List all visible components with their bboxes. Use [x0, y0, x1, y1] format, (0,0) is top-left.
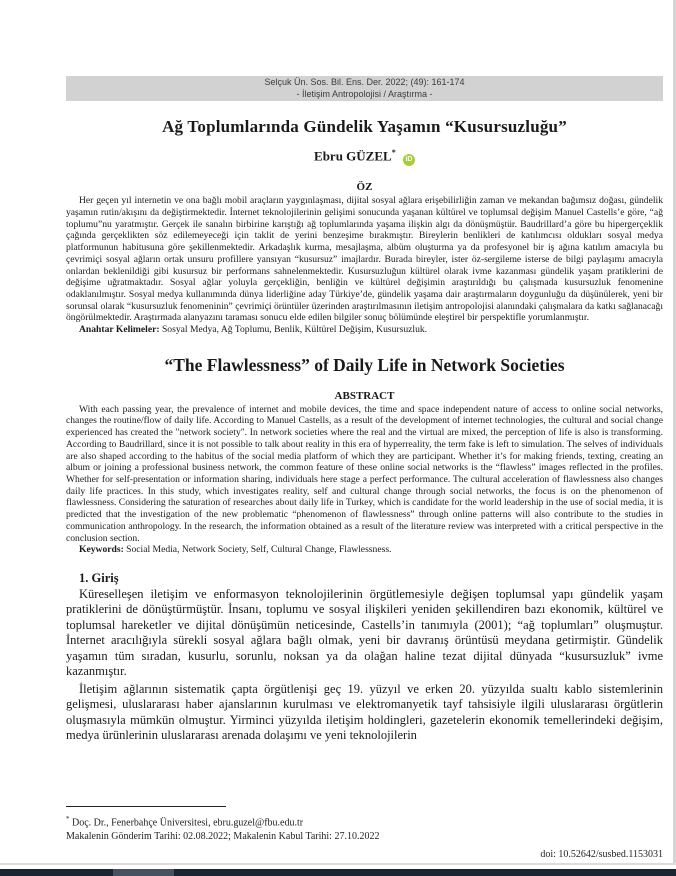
abstract-tr-text: Her geçen yıl internetin ve ona bağlı mobil araçların yaygınlaşması, dijital sosyal ağlara erişebilirliğin zaman ve mekandan bağımsız doğası, gündelik yaşamın rutin/akışını da değiştirmektedir. İnternet teknolojilerinin gelişimi sonucunda yaşanan kültürel ve toplumsal değişim Manuel Castells’e göre, “ağ toplumu”nu yaratmıştır. Gerçek ile sanalın birbirine karıştığı ağ toplumlarında yaşama ilişkin algı da dönüşmüştür. Baudrillard’a göre bu hipergerçeklik çağında gerçeklikten söz edilemeyeceği için taklit de yerini benzeşime bırakmıştır. Bireylerin benlikleri de katılımcısı oldukları sosyal medya platformunun habitusuna göre şekillenmektedir. Arkadaşlık kurma, mesajlaşma, albüm oluşturma ya da profesyonel bir iş ağına katılım amacıyla bu çevrimiçi sosyal ağların ortak unsuru profillere yansıyan “kusursuz” imajlardır. Burada bireyler, ister öz-sergileme isterse de bilgi paylaşımı amacıyla onlardan beklenildiği gibi kusursuz bir performans sahnelenmektedir. Kusursuzluğun kültürel olarak ivme kazanması gündelik yaşam pratiklerini de değişime uğratmaktadır. Sosyal ağlar yoluyla gerçekliğin, benliğin ve kültürel değişimin araştırıldığı bu çalışmada kusursuzluk fenomenine odaklanılmıştır. Sosyal medya kullanımında dünya liderliğine aday Türkiye’de, gündelik yaşama dair araştırmaların doygunluğu da düşünülerek, yeni bir sorunsal olarak “kusursuzluk fenomeninin” çevrimiçi örüntüler üzerinden araştırılmasının iletişim antropolojisi alanındaki çalışmalara da katkı sağlanacağı öngörülmektedir. Araştırmada alanyazını taraması sonucu elde edilen bilgiler sonuç bölümünde eleştirel bir perspektifle yorumlanmıştır.: [66, 195, 663, 324]
article-title-en: “The Flawlessness” of Daily Life in Network Societies: [164, 354, 565, 375]
footnote-affiliation: [66, 813, 663, 830]
footnote-block: [66, 806, 663, 860]
footnote-dates: Makalenin Gönderim Tarihi: 02.08.2022; Makalenin Kabul Tarihi: 27.10.2022: [66, 830, 380, 842]
abstract-en-heading: ABSTRACT: [334, 389, 395, 402]
doi-text: doi: 10.52642/susbed.1153031: [540, 849, 663, 861]
keywords-en-label: Keywords:: [79, 544, 124, 556]
footnote-affiliation-text: Doç. Dr., Fenerbahçe Üniversitesi, ebru.guzel@fbu.edu.tr: [69, 817, 304, 829]
orcid-icon[interactable]: iD: [403, 154, 415, 166]
giris-paragraph-2: İletişim ağlarının sistematik çapta örgütlenişi geç 19. yüzyıl ve erken 20. yüzyılda sualtı kablo sistemlerinin gelişmesi, uluslararası haber ajanslarının kurulması ve elektromanyetik tayf tahsisiyle ilgili uluslararası örgütlerin oluşmasıyla mümkün olmuştur. Yirminci yüzyılda iletişim holdingleri, gazetelerin ekonomik temellerindeki değişim, medya ürünlerinin uluslararası arenada dolaşımı ve yeni teknolojilerin: [66, 681, 663, 743]
article-content: [66, 0, 663, 800]
keywords-tr: Sosyal Medya, Ağ Toplumu, Benlik, Kültürel Değişim, Kusursuzluk.: [159, 324, 428, 336]
abstract-tr-heading: ÖZ: [356, 181, 373, 194]
author-name: Ebru GÜZEL: [314, 148, 392, 164]
page-bottom-edge: [0, 863, 676, 865]
article-category: - İletişim Antropolojisi / Araştırma -: [296, 88, 433, 99]
keywords-en-line: [66, 544, 663, 556]
keywords-tr-line: [66, 324, 663, 336]
keywords-en: Social Media, Network Society, Self, Cultural Change, Flawlessness.: [123, 544, 392, 556]
giris-paragraph-1: Küreselleşen iletişim ve enformasyon teknolojilerinin örgütlemesiyle değişen toplumsal yapı gündelik yaşam pratiklerini de dönüştürmüştür. İnsanı, toplumu ve sosyal ilişkileri yeniden şekillendiren bazı ekonomik, kültürel ve toplumsal hareketler ve dijital dönüşümün neticesinde, Castells’in tanımıyla (2001); “ağ toplumları” oluşmuştur. İnternet aracılığıyla sürekli sosyal ağlara bağlı olmak, yeni bir davranış örüntüsü meydana getirmiştir. Gündelik yaşamın tüm sıradan, kusurlu, sorunlu, noksan ya da olağan haline tezat dijital dünyada “kusursuzluk” ivme kazanmıştır.: [66, 586, 663, 679]
author-line: [66, 148, 663, 166]
journal-header-bar: [66, 76, 663, 101]
abstract-en-text: With each passing year, the prevalence of internet and mobile devices, the time and space independent nature of access to online social networks, changes the routine/flow of daily life. According to Manuel Castells, as a result of the development of internet technologies, the cultural and social change experienced has created the "network society". In network societies where the real and the virtual are mixed, the perception of life is also is transforming. According to Baudrillard, since it is not possible to talk about reality in this era of hyperreality, the term fake is left to simulation. The selves of individuals are also shaped according to the habitus of the social media platform of which they are participant. Whether it’s for making friends, texting, creating an album or joining a professional business network, the common feature of these online social networks is the “flawless” images reflected in the profiles. Whether for self-presentation or information sharing, individuals here stage a perfect performance. The cultural acceleration of flawlessness also changes daily life practices. In this study, which investigates reality, self and cultural change through social networks, the focus is on the phenomenon of flawlessness. Considering the saturation of researches about daily life in Turkey, which is candidate for the world leadership in the use of social media, it is predicted that the investigation of the new problematic “phenomenon of flawlessness” through online patterns will also contribute to the studies in communication anthropology. In the research, the information obtained as a result of the literature review was interpreted with a critical perspective in the conclusion section.: [66, 403, 663, 544]
journal-reference: Selçuk Ün. Sos. Bil. Ens. Der. 2022; (49): 161-174: [264, 77, 465, 87]
author-footnote-marker: *: [391, 148, 396, 157]
section-heading-giris: 1. Giriş: [79, 570, 119, 585]
bottom-scrollbar[interactable]: [0, 869, 676, 876]
scrollbar-thumb[interactable]: [113, 869, 174, 876]
article-title-tr: Ağ Toplumlarında Gündelik Yaşamın “Kusursuzluğu”: [162, 117, 567, 136]
keywords-tr-label: Anahtar Kelimeler:: [79, 324, 160, 336]
footnote-marker: *: [66, 815, 70, 823]
footnote-rule: [66, 806, 226, 807]
